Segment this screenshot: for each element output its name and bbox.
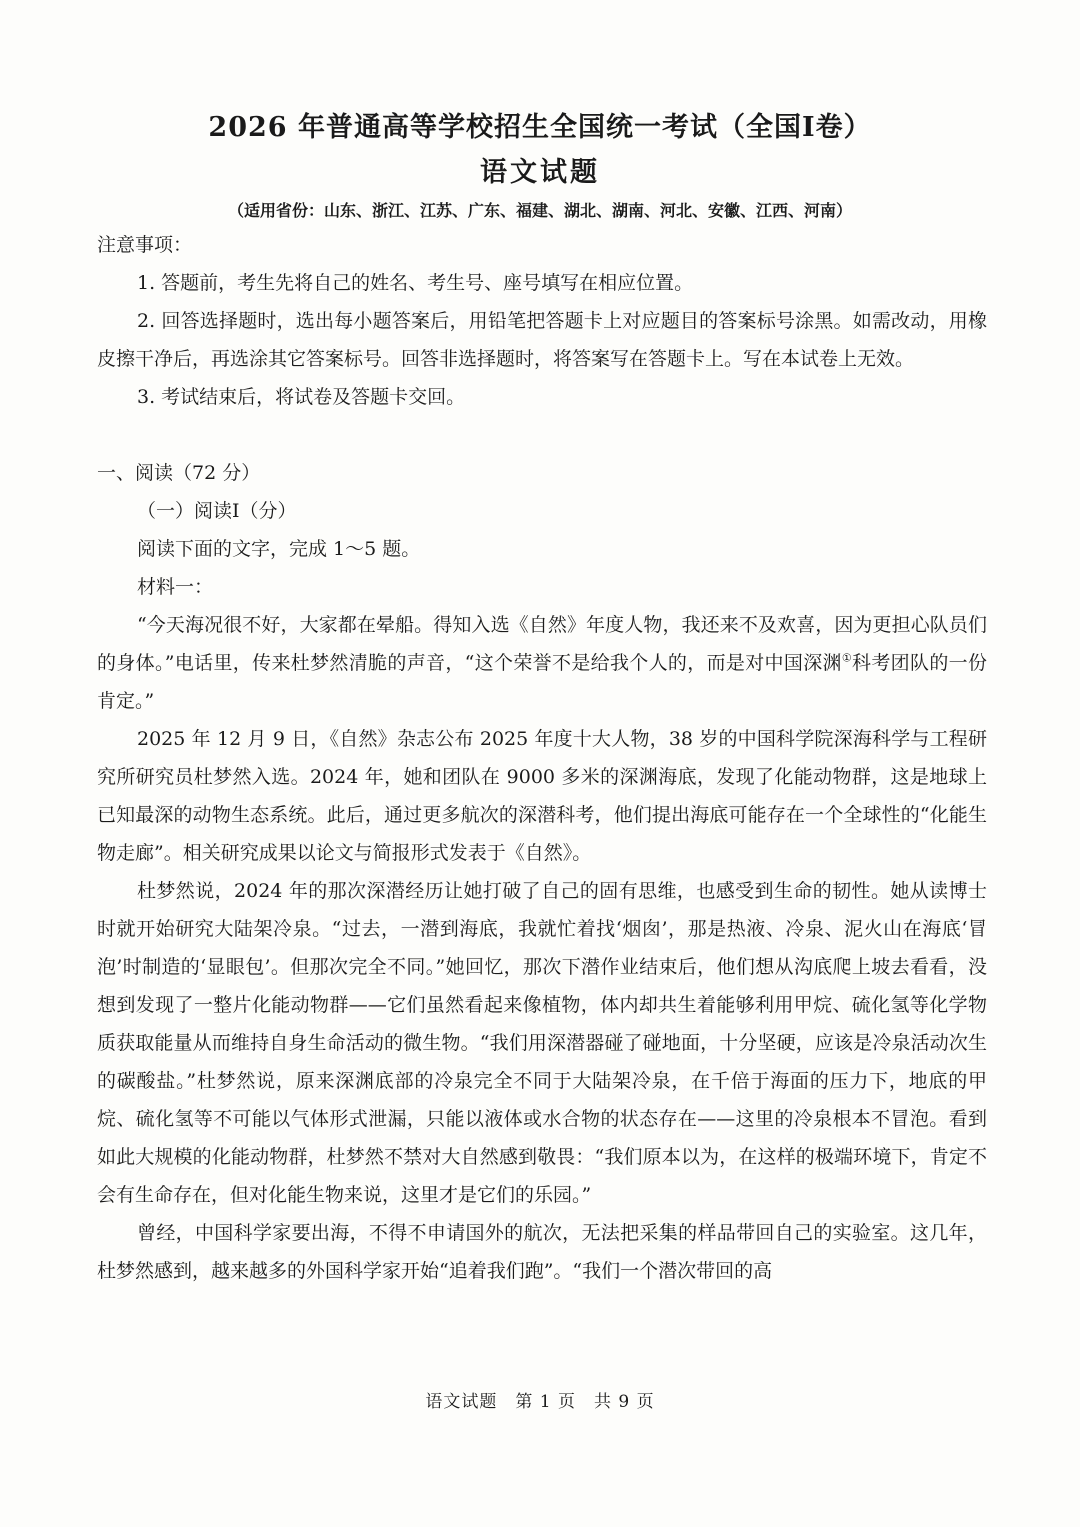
- material-label: 材料一：: [137, 576, 214, 598]
- exam-subject: 语文试题: [480, 157, 600, 188]
- page-footer: 语文试题 第 1 页 共 9 页: [425, 1392, 655, 1412]
- passage-paragraph-4: 曾经，中国科学家要出海，不得不申请国外的航次，无法把采集的样品带回自己的实验室。这几年，杜梦然感到，越来越多的外国科学家开始“追着我们跑”。“我们一个潜次带回的高: [97, 1222, 987, 1282]
- notice-item-3: 3. 考试结束后，将试卷及答题卡交回。: [137, 386, 466, 408]
- passage-paragraph-1-text-b: 科考团队的一份肯定。”: [97, 652, 987, 712]
- section-heading: 一、阅读（72 分）: [97, 462, 261, 484]
- exam-title: 2026 年普通高等学校招生全国统一考试（全国Ⅰ卷）: [208, 112, 872, 143]
- applicable-provinces: （适用省份：山东、浙江、江苏、广东、福建、湖北、湖南、河北、安徽、江西、河南）: [227, 201, 852, 220]
- notice-item-2: 2. 回答选择题时，选出每小题答案后，用铅笔把答题卡上对应题目的答案标号涂黑。如需改动，用橡皮擦干净后，再选涂其它答案标号。回答非选择题时，将答案写在答题卡上。写在本试卷上无效。: [97, 310, 987, 370]
- notice-heading: 注意事项：: [97, 234, 193, 256]
- section-subheading: （一）阅读Ⅰ（分）: [137, 500, 297, 522]
- footnote-marker: ①: [841, 651, 853, 665]
- passage-paragraph-3: 杜梦然说，2024 年的那次深潜经历让她打破了自己的固有思维，也感受到生命的韧性。她从读博士时就开始研究大陆架冷泉。“过去，一潜到海底，我就忙着找‘烟囱’，那是热液、冷泉、泥火山在海底‘冒泡’时制造的‘显眼包’。但那次完全不同。”她回忆，那次下潜作业结束后，他们想从沟底爬上坡去看看，没想到发现了一整片化能动物群——它们虽然看起来像植物，体内却共生着能够利用甲烷、硫化氢等化学物质获取能量从而维持自身生命活动的微生物。“我们用深潜器碰了碰地面，十分坚硬，应该是冷泉活动次生的碳酸盐。”杜梦然说，原来深渊底部的冷泉完全不同于大陆架冷泉，在千倍于海面的压力下，地底的甲烷、硫化氢等不可能以气体形式泄漏，只能以液体或水合物的状态存在——这里的冷泉根本不冒泡。看到如此大规模的化能动物群，杜梦然不禁对大自然感到敬畏：“我们原本以为，在这样的极端环境下，肯定不会有生命存在，但对化能生物来说，这里才是它们的乐园。”: [97, 880, 987, 1206]
- passage-paragraph-2: 2025 年 12 月 9 日，《自然》杂志公布 2025 年度十大人物，38 岁的中国科学院深海科学与工程研究所研究员杜梦然入选。2024 年，她和团队在 9000 多米的深渊海底，发现了化能动物群，这是地球上已知最深的动物生态系统。此后，通过更多航次的深潜科考，他们提出海底可能存在一个全球性的“化能生物走廊”。相关研究成果以论文与简报形式发表于《自然》。: [97, 728, 987, 864]
- passage-paragraph-1-text-a: “今天海况很不好，大家都在晕船。得知入选《自然》年度人物，我还来不及欢喜，因为更担心队员们的身体。”电话里，传来杜梦然清脆的声音，“这个荣誉不是给我个人的，而是对中国深渊: [97, 614, 987, 674]
- notice-item-1: 1. 答题前，考生先将自己的姓名、考生号、座号填写在相应位置。: [137, 272, 694, 294]
- exam-body: [97, 226, 987, 1290]
- reading-instruction: 阅读下面的文字，完成 1～5 题。: [137, 538, 421, 560]
- passage-paragraph-1: [97, 606, 987, 720]
